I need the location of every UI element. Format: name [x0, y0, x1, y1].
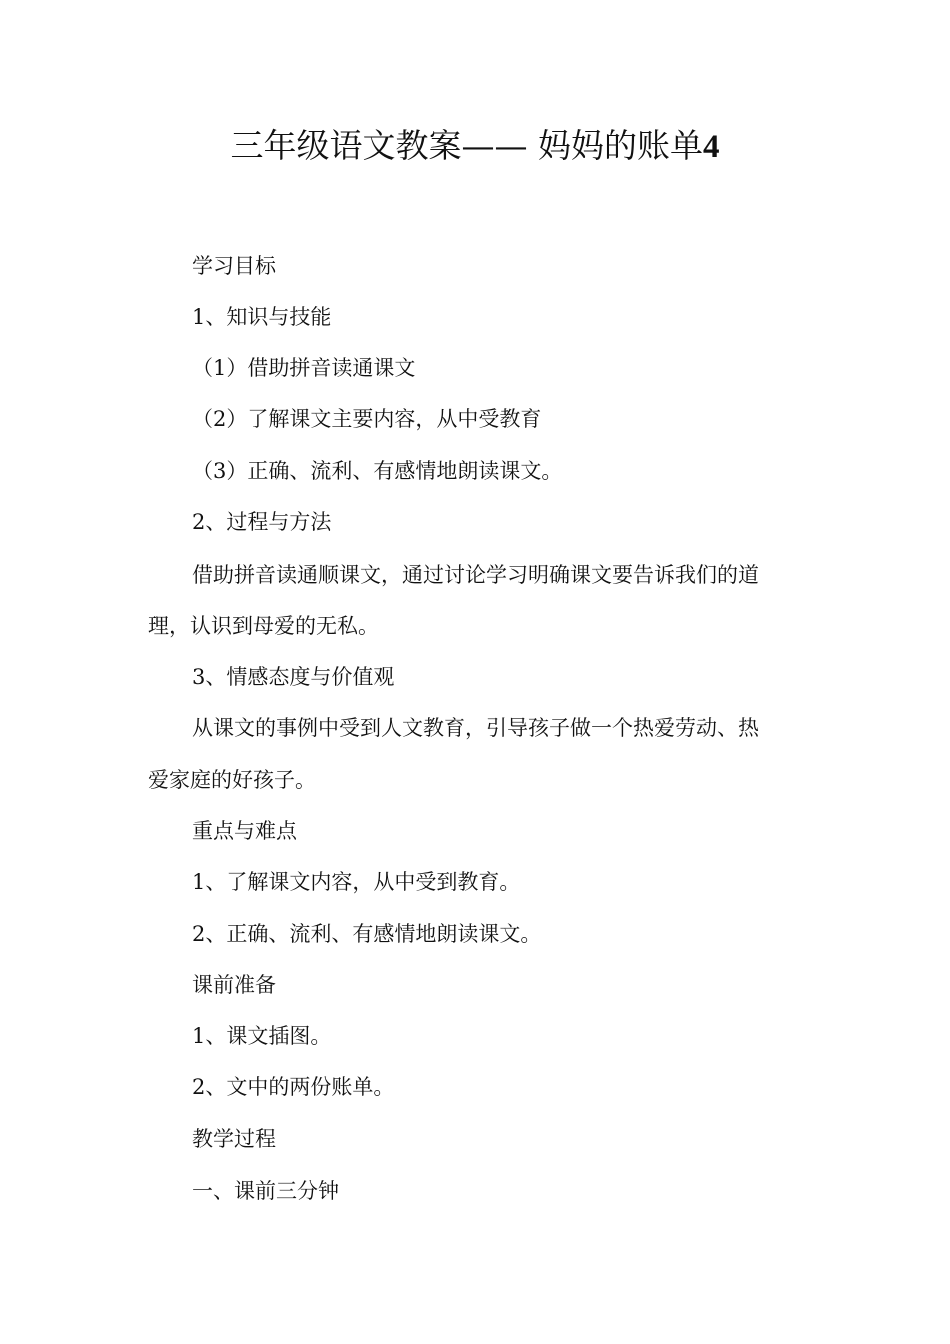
preparation-item-2: 2、文中的两份账单。: [192, 1075, 395, 1099]
title-text: 三年级语文教案—— 妈妈的账单: [230, 126, 703, 165]
title-number: 4: [703, 129, 720, 165]
process-step-1: 一、课前三分钟: [192, 1179, 339, 1203]
heading-teaching-process: 教学过程: [192, 1127, 276, 1151]
paragraph-line: 从课文的事例中受到人文教育，引导孩子做一个热爱劳动、热: [192, 716, 759, 740]
heading-preparation: 课前准备: [192, 973, 276, 997]
preparation-item-1: 1、课文插图。: [192, 1024, 332, 1048]
paragraph-line: 理，认识到母爱的无私。: [148, 614, 379, 638]
goal-item-3: （3）正确、流利、有感情地朗读课文。: [192, 459, 563, 483]
heading-key-points: 重点与难点: [192, 819, 297, 843]
goal-item-2: （2）了解课文主要内容，从中受教育: [192, 407, 542, 431]
key-point-2: 2、正确、流利、有感情地朗读课文。: [192, 922, 542, 946]
goal-item-1: （1）借助拼音读通课文: [192, 356, 416, 380]
paragraph-line: 借助拼音读通顺课文，通过讨论学习明确课文要告诉我们的道: [192, 563, 759, 587]
key-point-1: 1、了解课文内容，从中受到教育。: [192, 870, 521, 894]
goal-emotion-values: 3、情感态度与价值观: [192, 665, 395, 689]
goal-knowledge-skills: 1、知识与技能: [192, 305, 332, 329]
goal-process-methods: 2、过程与方法: [192, 510, 332, 534]
document-title: [0, 122, 950, 171]
heading-learning-goals: 学习目标: [192, 254, 276, 278]
paragraph-line: 爱家庭的好孩子。: [148, 768, 316, 792]
